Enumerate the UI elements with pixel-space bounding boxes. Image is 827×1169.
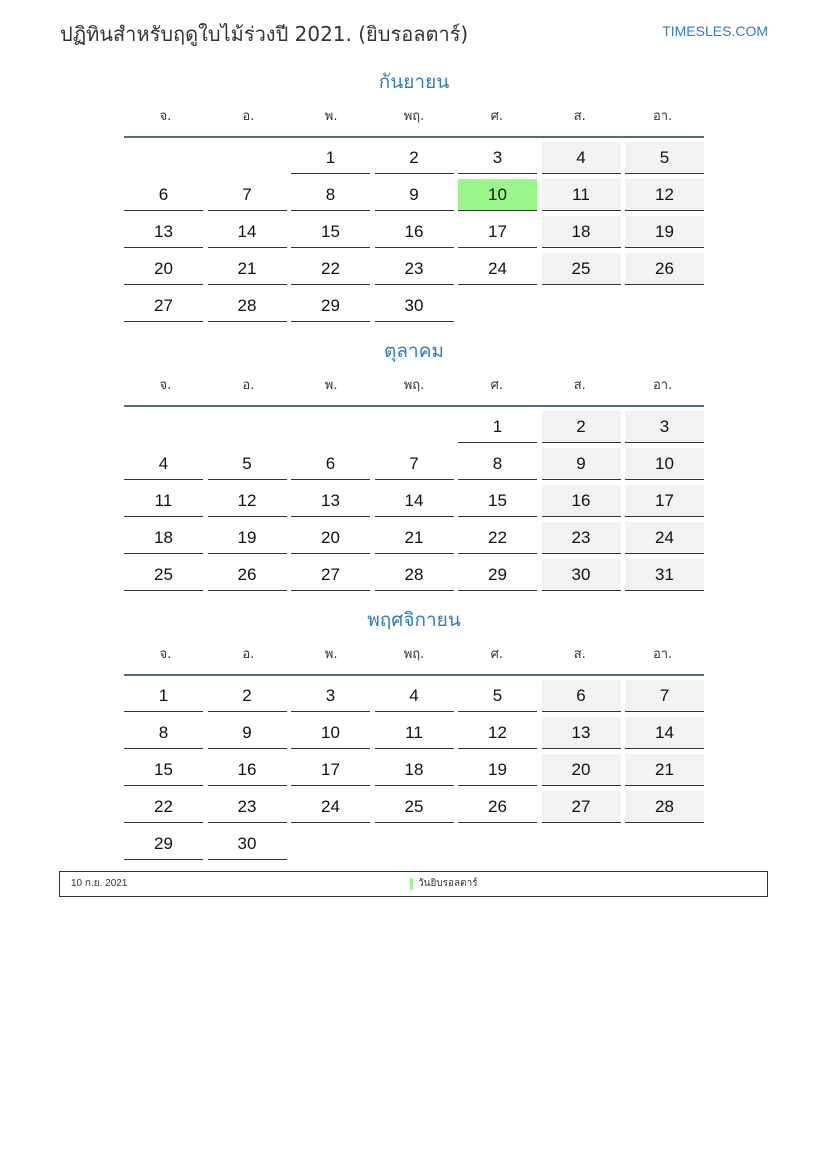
day-cell: 25 — [375, 791, 454, 823]
weekday-label: พ. — [324, 647, 338, 662]
day-cell: 27 — [542, 791, 621, 823]
day-cell: 22 — [291, 253, 370, 285]
day-cell: 2 — [542, 411, 621, 443]
day-cell: 15 — [124, 754, 203, 786]
day-cell: 24 — [625, 522, 704, 554]
day-cell: 21 — [375, 522, 454, 554]
day-cell: 20 — [291, 522, 370, 554]
day-cell: 15 — [291, 216, 370, 248]
day-cell: 26 — [625, 253, 704, 285]
day-cell: 29 — [458, 559, 537, 591]
day-cell: 18 — [124, 522, 203, 554]
day-cell: 23 — [542, 522, 621, 554]
day-cell: 26 — [208, 559, 287, 591]
day-cell: 2 — [208, 680, 287, 712]
day-cell: 7 — [375, 448, 454, 480]
day-cell: 14 — [625, 717, 704, 749]
month-block — [122, 331, 706, 600]
day-cell: 6 — [542, 680, 621, 712]
day-cell: 12 — [625, 179, 704, 211]
day-cell: 1 — [458, 411, 537, 443]
day-cell: 7 — [625, 680, 704, 712]
day-cell: 1 — [124, 680, 203, 712]
day-cell: 9 — [208, 717, 287, 749]
day-cell: 14 — [208, 216, 287, 248]
weekday-label: พฤ. — [403, 109, 425, 124]
weekday-header-row — [124, 98, 704, 138]
day-cell: 25 — [124, 559, 203, 591]
day-cell: 3 — [291, 680, 370, 712]
day-cell: 23 — [375, 253, 454, 285]
day-cell: 28 — [625, 791, 704, 823]
day-cell: 13 — [124, 216, 203, 248]
legend-item — [410, 872, 478, 896]
day-cell: 15 — [458, 485, 537, 517]
day-cell: 7 — [208, 179, 287, 211]
empty-day-cell — [208, 142, 287, 173]
day-cell: 20 — [124, 253, 203, 285]
day-cell: 9 — [542, 448, 621, 480]
weekday-label: จ. — [159, 647, 172, 662]
day-cell: 5 — [458, 680, 537, 712]
month-block — [122, 600, 706, 869]
day-cell: 30 — [542, 559, 621, 591]
empty-day-cell — [375, 411, 454, 442]
day-cell: 24 — [291, 791, 370, 823]
weekday-header-row — [124, 636, 704, 676]
day-cell: 4 — [375, 680, 454, 712]
legend-swatch — [410, 878, 413, 890]
day-cell: 16 — [375, 216, 454, 248]
empty-day-cell — [291, 411, 370, 442]
day-cell: 21 — [625, 754, 704, 786]
weekday-label: อ. — [242, 109, 255, 124]
day-cell: 19 — [208, 522, 287, 554]
day-cell: 11 — [542, 179, 621, 211]
day-cell: 11 — [375, 717, 454, 749]
day-cell: 25 — [542, 253, 621, 285]
day-cell: 29 — [291, 290, 370, 322]
empty-day-cell — [208, 411, 287, 442]
month-block — [122, 62, 706, 331]
day-cell: 30 — [208, 828, 287, 860]
weekday-label: อ. — [242, 647, 255, 662]
day-cell: 10 — [625, 448, 704, 480]
page-title: ปฏิทินสำหรับฤดูใบไม้ร่วงปี 2021. (ยิบรอลตาร์) — [60, 22, 469, 46]
day-cell: 10 — [291, 717, 370, 749]
day-cell: 17 — [291, 754, 370, 786]
weekday-label: ศ. — [490, 109, 504, 124]
day-cell: 4 — [124, 448, 203, 480]
day-cell: 8 — [458, 448, 537, 480]
weekday-label: อา. — [652, 109, 673, 124]
day-cell: 17 — [625, 485, 704, 517]
day-cell: 8 — [291, 179, 370, 211]
weekday-label: จ. — [159, 109, 172, 124]
weekday-label: ศ. — [490, 647, 504, 662]
day-cell: 13 — [291, 485, 370, 517]
weekday-label: อา. — [652, 647, 673, 662]
holiday-day-cell: 10 — [458, 179, 537, 211]
day-grid — [124, 411, 706, 596]
day-cell: 11 — [124, 485, 203, 517]
day-cell: 30 — [375, 290, 454, 322]
legend-date: 10 ก.ย. 2021 — [71, 878, 128, 889]
weekday-label: พฤ. — [403, 647, 425, 662]
weekday-label: อ. — [242, 378, 255, 393]
day-cell: 12 — [458, 717, 537, 749]
day-cell: 16 — [208, 754, 287, 786]
day-cell: 5 — [625, 142, 704, 174]
day-cell: 28 — [208, 290, 287, 322]
months-container — [122, 62, 706, 869]
weekday-label: พ. — [324, 109, 338, 124]
weekday-label: จ. — [159, 378, 172, 393]
day-cell: 22 — [458, 522, 537, 554]
legend-box — [59, 871, 768, 897]
weekday-label: อา. — [652, 378, 673, 393]
day-cell: 14 — [375, 485, 454, 517]
day-cell: 23 — [208, 791, 287, 823]
day-cell: 31 — [625, 559, 704, 591]
day-cell: 21 — [208, 253, 287, 285]
day-cell: 27 — [124, 290, 203, 322]
day-cell: 3 — [625, 411, 704, 443]
day-cell: 19 — [625, 216, 704, 248]
day-cell: 18 — [542, 216, 621, 248]
day-cell: 6 — [291, 448, 370, 480]
day-cell: 9 — [375, 179, 454, 211]
weekday-header-row — [124, 367, 704, 407]
legend-label: วันยิบรอลตาร์ — [418, 878, 478, 889]
day-cell: 20 — [542, 754, 621, 786]
day-cell: 6 — [124, 179, 203, 211]
day-cell: 27 — [291, 559, 370, 591]
day-cell: 22 — [124, 791, 203, 823]
day-cell: 12 — [208, 485, 287, 517]
weekday-label: ส. — [573, 378, 586, 393]
day-cell: 8 — [124, 717, 203, 749]
day-cell: 3 — [458, 142, 537, 174]
month-title: กันยายน — [378, 71, 450, 93]
weekday-label: ส. — [573, 647, 586, 662]
day-cell: 19 — [458, 754, 537, 786]
month-title: พฤศจิกายน — [367, 609, 461, 631]
day-cell: 4 — [542, 142, 621, 174]
day-cell: 28 — [375, 559, 454, 591]
day-cell: 24 — [458, 253, 537, 285]
month-title: ตุลาคม — [384, 340, 444, 362]
day-cell: 1 — [291, 142, 370, 174]
weekday-label: พ. — [324, 378, 338, 393]
day-cell: 26 — [458, 791, 537, 823]
empty-day-cell — [124, 142, 203, 173]
day-cell: 2 — [375, 142, 454, 174]
day-cell: 13 — [542, 717, 621, 749]
day-cell: 29 — [124, 828, 203, 860]
weekday-label: ศ. — [490, 378, 504, 393]
day-grid — [124, 680, 706, 865]
empty-day-cell — [124, 411, 203, 442]
day-cell: 16 — [542, 485, 621, 517]
weekday-label: พฤ. — [403, 378, 425, 393]
day-cell: 18 — [375, 754, 454, 786]
day-cell: 17 — [458, 216, 537, 248]
weekday-label: ส. — [573, 109, 586, 124]
day-cell: 5 — [208, 448, 287, 480]
site-link[interactable]: TIMESLES.COM — [662, 23, 768, 39]
day-grid — [124, 142, 706, 327]
